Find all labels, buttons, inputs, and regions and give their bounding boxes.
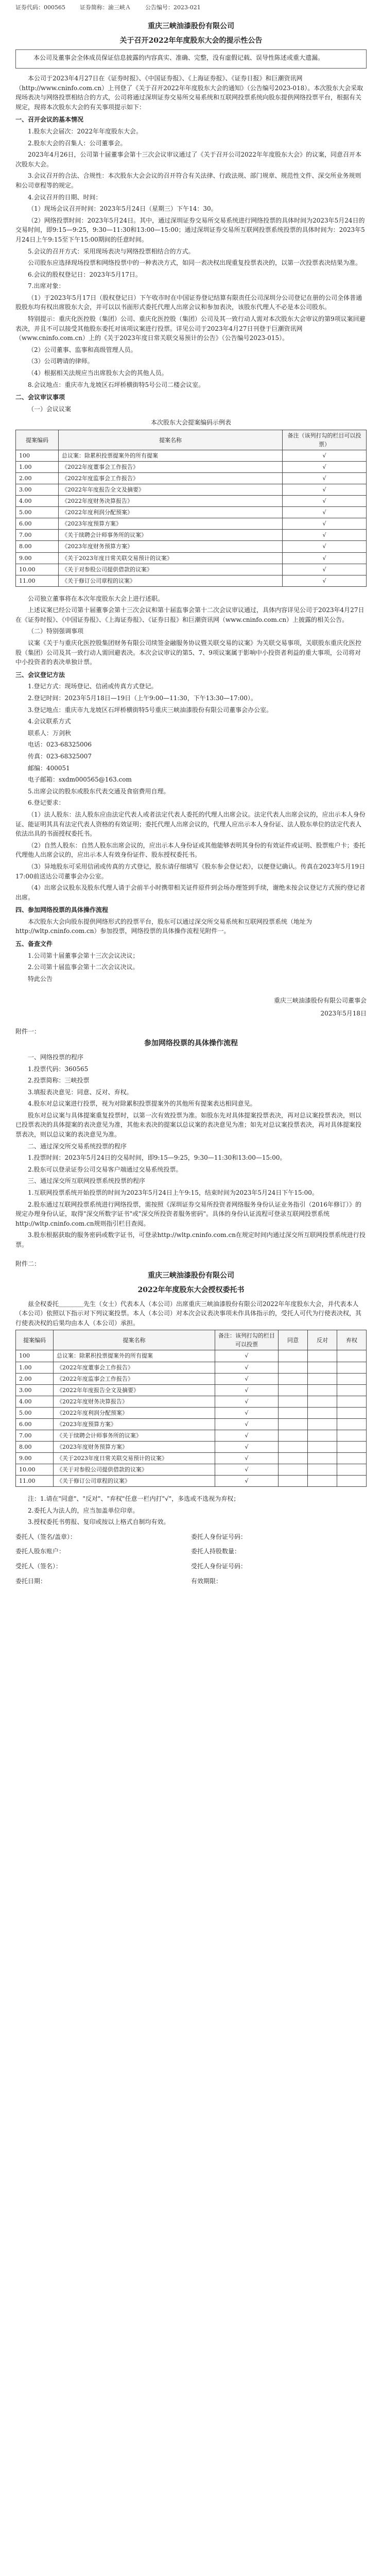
vote-abstain-cell <box>337 1373 367 1384</box>
proposal-name: 《关于2023年度日常关联交易预计的议案》 <box>59 552 283 564</box>
vote-agree-cell <box>279 1350 308 1362</box>
paragraph: 3.会议召开的合法、合规性：本次股东大会会议的召开符合有关法律、行政法规、部门规章、规范性文件、深交所业务规则和公司章程等的规定。 <box>15 172 361 189</box>
column-header: 备注：该列打勾的栏目可以投票 <box>215 1330 279 1350</box>
proposal-name: 《2023年度预算方案》 <box>54 1418 215 1430</box>
board-statement: 本公司及董事会全体成员保证信息披露的内容真实、准确、完整，没有虚假记载、误导性陈述或重大遗漏。 <box>33 54 324 62</box>
paragraph: 公司独立董事将在本次年度股东大会上进行述职。 <box>28 595 164 602</box>
proposal-code: 9.00 <box>16 1452 54 1464</box>
subsection-heading: （二）特别强调事项 <box>28 628 84 635</box>
intro-paragraph: 本公司于2023年4月27日在《证券时报》、《中国证券报》、《上海证券报》、《证券日报》和巨潮资讯网（http://www.cninfo.com.cn）上刊登了《关于召开2022年年度股东大会的通知》（公告编号2023-018）。本次股东大会采取现场表决与网络投票相结合的方式，公司将通过深圳证券交易所交易系统和互联网投票系统向股东提供网络投票平台，根据有关规定，现将本次股东大会的有关事项提示如下： <box>15 75 363 111</box>
vote-oppose-cell <box>308 1362 337 1373</box>
vote-abstain-cell <box>337 1384 367 1396</box>
table-row <box>16 507 367 518</box>
proposal-code: 1.00 <box>16 1362 54 1373</box>
vote-agree-cell <box>279 1362 308 1373</box>
subsection-heading: （一）会议议案 <box>28 405 72 413</box>
paragraph: 一、网络投票的程序 <box>28 1053 84 1061</box>
vote-mark: √ <box>283 575 367 586</box>
proposal-name: 《2023年度财务预算方案》 <box>59 541 283 552</box>
vote-agree-cell <box>279 1452 308 1464</box>
vote-mark: √ <box>283 462 367 473</box>
proposal-name: 《2022年度利润分配预案》 <box>54 1407 215 1418</box>
proposal-code: 6.00 <box>16 518 59 530</box>
paragraph: 4.会议联系方式 <box>28 718 71 725</box>
vote-mark: √ <box>215 1373 279 1384</box>
section-3-items <box>15 682 367 902</box>
table-row <box>16 1407 367 1418</box>
column-header: 提案名称 <box>54 1330 215 1350</box>
paragraph: （2）自然人股东：自然人股东出席会议的，应出示本人身份证或其他能够表明其身份的有效证件或证明、股票账户卡；委托代理他人出席会议的，应出示本人有效身份证件、股东授权委托书。 <box>15 841 366 859</box>
vote-mark: √ <box>283 496 367 507</box>
proposal-code: 7.00 <box>16 530 59 541</box>
column-header: 同意 <box>279 1330 308 1350</box>
vote-agree-cell <box>279 1464 308 1475</box>
vote-mark: √ <box>215 1362 279 1373</box>
vote-mark: √ <box>215 1384 279 1396</box>
vote-mark: √ <box>283 541 367 552</box>
closing-text: 特此公告 <box>28 975 53 982</box>
vote-abstain-cell <box>337 1452 367 1464</box>
proposal-code: 100 <box>16 450 59 462</box>
vote-abstain-cell <box>337 1362 367 1373</box>
vote-mark: √ <box>215 1396 279 1407</box>
stock-code: 证券代码：000565 <box>15 4 65 11</box>
attachment-title: 2022年年度股东大会授权委托书 <box>137 1285 245 1294</box>
signature-field: 委托人持股数量： <box>191 1548 241 1555</box>
vote-oppose-cell <box>308 1430 337 1441</box>
proposal-name: 《关于对参股公司提供借款的议案》 <box>59 564 283 575</box>
proposal-code: 2.00 <box>16 1373 54 1384</box>
paragraph: （1）于2023年5月17日（股权登记日）下午收市时在中国证券登记结算有限责任公司深圳分公司登记在册的公司全体普通股股东均有权出席股东大会，并可以以书面形式委托代理人出席会议和参加表决，该股东代理人不必是本公司股东。 <box>15 294 362 311</box>
paragraph: 邮编：400051 <box>28 764 70 772</box>
proposal-name: 《2022年度监事会工作报告》 <box>54 1373 215 1384</box>
paragraph: （2）网络投票时间：2023年5月24日。其中，通过深圳证券交易所交易系统进行网络投票的具体时间为2023年5月24日的交易时间，即9:15—9:25，9:30—11:30和13:00—15:00；通过深圳证券交易所互联网投票系统投票的具体时间为：2023年5月24日上午9:15至下午15:00期间的任意时间。 <box>15 216 365 243</box>
table-row <box>16 1464 367 1475</box>
table-row <box>16 1475 367 1486</box>
table-row <box>16 496 367 507</box>
board-statement-box <box>15 49 367 69</box>
vote-mark: √ <box>283 450 367 462</box>
proxy-intro: 兹全权委托＿＿＿＿先生（女士）代表本人（本公司）出席重庆三峡油漆股份有限公司2022年年度股东大会，并代表本人（本公司）依照以下指示对下列议案投票。本人（本公司）对本次会议表决事项未作具体指示的，受托人可代为行使表决权，其行使表决权的后果均由本人（本公司）承担。 <box>15 1300 362 1327</box>
table-row <box>16 473 367 484</box>
vote-mark: √ <box>283 518 367 530</box>
paragraph: 8.会议地点：重庆市九龙坡区石坪桥横街特5号公司二楼会议室。 <box>28 381 205 388</box>
vote-oppose-cell <box>308 1441 337 1452</box>
proposal-code: 100 <box>16 1350 54 1362</box>
paragraph: 4.股东对总议案进行投票，视为对除累积投票提案外的其他所有提案表达相同意见。 <box>28 1100 256 1108</box>
proposal-name: 《2022年年度报告全文及摘要》 <box>59 484 283 496</box>
paragraph: 2.投票简称：三峡投票 <box>28 1077 90 1084</box>
vote-mark: √ <box>215 1350 279 1362</box>
column-header: 备注（该列打勾的栏目可以投票） <box>283 430 367 450</box>
vote-mark: √ <box>215 1407 279 1418</box>
table-row <box>16 1441 367 1452</box>
proposal-name: 《2022年度监事会工作报告》 <box>59 473 283 484</box>
table-row <box>16 575 367 586</box>
paragraph: 联系人：万剑秋 <box>28 729 72 737</box>
table-row <box>16 1430 367 1441</box>
paragraph: 公司股东应选择现场投票和网络投票中的一种表决方式，如同一表决权出现重复投票表决的，以第一次投票表决结果为准。 <box>28 259 362 267</box>
vote-oppose-cell <box>308 1373 337 1384</box>
proposal-code: 8.00 <box>16 1441 54 1452</box>
vote-oppose-cell <box>308 1396 337 1407</box>
vote-oppose-cell <box>308 1475 337 1486</box>
attachment-title: 参加网络投票的具体操作流程 <box>144 1039 238 1048</box>
table-row <box>16 1452 367 1464</box>
announcement-header <box>15 0 367 12</box>
paragraph: 6.登记要求： <box>28 799 65 807</box>
proposal-code: 5.00 <box>16 1407 54 1418</box>
company-name: 重庆三峡油漆股份有限公司 <box>148 22 234 31</box>
proposal-name: 总议案：除累积投票提案外的所有提案 <box>54 1350 215 1362</box>
table-row <box>16 1373 367 1384</box>
attachment-1-items <box>15 1053 367 1250</box>
proposal-code: 3.00 <box>16 484 59 496</box>
section-4-text: 本次股东大会向股东提供网络形式的投票平台，股东可以通过深交所交易系统和互联网投票系统（地址为http://wltp.cninfo.com.cn）参加投票，网络投票的具体操作流程见附件一。 <box>15 918 312 935</box>
proposal-name: 《2023年度财务预算方案》 <box>54 1441 215 1452</box>
paragraph: 2.登记时间：2023年5月18日—19日（上午9:00—11:30，下午13:30—17:00）。 <box>28 694 257 702</box>
paragraph: 7.出席对象： <box>28 282 65 290</box>
proposal-code: 11.00 <box>16 1475 54 1486</box>
paragraph: 1.投票时间：2023年5月24日的交易时间，即9:15—9:25，9:30—11:30和13:00—15:00。 <box>28 1154 286 1162</box>
paragraph: 5.出席会议的股东或股东代表交通及食宿费用自理。 <box>28 787 170 795</box>
proposal-code: 11.00 <box>16 575 59 586</box>
table-row <box>16 552 367 564</box>
paragraph: 上述议案已经公司第十届董事会第十三次会议和第十届监事会第十二次会议审议通过，具体内容详见公司于2023年4月27日在《证券时报》、《中国证券报》、《上海证券报》、《证券日报》和巨潮资讯网（www.cninfo.com.cn）上披露的相关公告。 <box>15 606 364 623</box>
paragraph: 1.互联网投票系统开始投票的时间为2023年5月24日上午9:15，结束时间为2023年5月24日下午15:00。 <box>28 1189 318 1197</box>
table-header-row <box>16 1330 367 1350</box>
paragraph: 2023年4月26日，公司第十届董事会第十三次会议审议通过了《关于召开公司2022年年度股东大会》的议案，同意召开本次股东大会。 <box>15 151 361 168</box>
vote-mark: √ <box>283 484 367 496</box>
signature-field: 受托人身份证号码： <box>191 1562 247 1570</box>
signature-field: 委托人（签名/盖章）： <box>15 1533 77 1540</box>
table-header-row <box>16 430 367 450</box>
paragraph: （4）根据相关法规应当出席股东大会的其他人员。 <box>28 369 168 377</box>
signature-field-row <box>15 1547 367 1556</box>
paragraph: 3.股东根据获取的服务密码或数字证书，可登录http://wltp.cninfo.com.cn在规定时间内通过深交所互联网投票系统进行投票。 <box>15 1231 366 1249</box>
vote-mark: √ <box>283 530 367 541</box>
vote-abstain-cell <box>337 1396 367 1407</box>
proposal-name: 《2022年度董事会工作报告》 <box>54 1362 215 1373</box>
vote-mark: √ <box>215 1430 279 1441</box>
vote-mark: √ <box>283 507 367 518</box>
paragraph: 电子邮箱：sxdm000565@163.com <box>28 776 132 784</box>
table-row <box>16 1362 367 1373</box>
section-heading: 四、参加网络投票的具体操作流程 <box>15 906 109 914</box>
proposal-name: 总议案：除累积投票提案外的所有提案 <box>59 450 283 462</box>
attachment-company: 重庆三峡油漆股份有限公司 <box>148 1272 234 1280</box>
paragraph: 电话：023-68325006 <box>28 741 92 749</box>
section-5-items <box>15 951 367 972</box>
proposal-table <box>15 430 367 587</box>
announcement-title: 关于召开2022年年度股东大会的提示性公告 <box>119 36 263 45</box>
paragraph: 3.登记地点：重庆市九龙坡区石坪桥横街特5号重庆三峡油漆股份有限公司董事会办公室。 <box>28 706 273 714</box>
document-page <box>15 0 367 2576</box>
note: 3.授权委托书剪报、复印或按以上格式自制均有效。 <box>28 1518 170 1526</box>
paragraph: 1.登记方式：现场登记、信函或传真方式登记。 <box>28 683 158 690</box>
proposal-code: 2.00 <box>16 473 59 484</box>
proposal-name: 《2022年度利润分配预案》 <box>59 507 283 518</box>
proposal-name: 《关于2023年度日常关联交易预计的议案》 <box>54 1452 215 1464</box>
proposal-code: 5.00 <box>16 507 59 518</box>
table-row <box>16 1350 367 1362</box>
note: 2.委托人为法人的，应当加盖单位印章。 <box>28 1506 139 1514</box>
proposal-code: 8.00 <box>16 541 59 552</box>
proxy-fields <box>15 1532 367 1586</box>
proposal-name: 《关于修订公司章程的议案》 <box>59 575 283 586</box>
table-row <box>16 541 367 552</box>
section-heading: 一、召开会议的基本情况 <box>15 116 84 124</box>
signature-field-row <box>15 1577 367 1586</box>
table-row <box>16 1396 367 1407</box>
section-heading: 二、会议审议事项 <box>15 394 65 401</box>
paragraph: （4）出席会议股东及股东代理人请于会前半小时携带相关证件原件到会场办理签到手续，谢绝未按会议登记方式预约登记者出席。 <box>15 884 366 901</box>
column-header: 提案名称 <box>59 430 283 450</box>
proposal-name: 《关于对参股公司提供借款的议案》 <box>54 1464 215 1475</box>
vote-mark: √ <box>215 1452 279 1464</box>
stock-abbr: 证券简称：渝三峡Ａ <box>80 4 131 11</box>
paragraph: 4.会议召开的日期、时间： <box>28 193 102 201</box>
signature-field: 委托人股东账户： <box>15 1548 65 1555</box>
proposal-name: 《2022年度董事会工作报告》 <box>59 462 283 473</box>
table-row <box>16 462 367 473</box>
note: 注：1.请在"同意"、"反对"、"弃权"任意一栏内打"√"，多选或不选视为弃权； <box>28 1495 240 1503</box>
proposal-code: 7.00 <box>16 1430 54 1441</box>
paragraph: 传真：023-68325007 <box>28 752 92 760</box>
vote-oppose-cell <box>308 1350 337 1362</box>
signature-field: 有效期限： <box>191 1577 222 1585</box>
paragraph: 3.填报表决意见：同意、反对、弃权。 <box>28 1088 133 1096</box>
signature-field-row <box>15 1532 367 1542</box>
paragraph: 1.公司第十届董事会第十三次会议决议； <box>28 952 139 959</box>
table-caption: 本次股东大会提案编码示例表 <box>150 419 231 427</box>
proposal-code: 4.00 <box>16 1396 54 1407</box>
vote-abstain-cell <box>337 1430 367 1441</box>
paragraph: 特别提示：重庆化医控股（集团）公司、重庆化医控股（集团）公司及其一致行动人需对本次股东大会审议的第9项议案回避表决，并且不可以接受其他股东委托对该项议案进行投票。详见公司于2023年4月27日刊登于巨潮资讯网（www.cninfo.com.cn）上的《关于2023年度日常关联交易预计的公告》（公告编号2023-015）。 <box>15 315 366 342</box>
paragraph: 6.会议的股权登记日：2023年5月17日。 <box>28 270 142 278</box>
vote-agree-cell <box>279 1407 308 1418</box>
special-note: 议案《关于与重庆化医控股集团财务有限公司续签金融服务协议暨关联交易的议案》为关联交易事项，关联股东重庆化医控股（集团）公司及其一致行动人需回避表决。本次会议审议的第5、7、9项议案属于影响中小投资者利益的重大事项，公司将对中小投资者的表决单独计票。 <box>15 639 362 666</box>
paragraph: 1.股东大会届次：2022年年度股东大会。 <box>28 127 142 135</box>
vote-oppose-cell <box>308 1464 337 1475</box>
paragraph: （1）法人股东：法人股东应由法定代表人或者法定代表人委托的代理人出席会议。法定代表人出席会议的，应出示本人身份证、能证明其具有法定代表人资格的有效证明；委托代理人出席会议的，代理人应出示本人身份证、法人股东单位的法定代表人依法出具的书面授权委托书。 <box>15 810 366 838</box>
vote-mark: √ <box>283 473 367 484</box>
vote-agree-cell <box>279 1418 308 1430</box>
table-row <box>16 518 367 530</box>
announcement-number: 公告编号：2023-021 <box>145 4 201 11</box>
paragraph: 5.会议的召开方式：采用现场表决与网络投票相结合的方式。 <box>28 247 195 255</box>
section-heading: 三、会议登记方法 <box>15 671 65 679</box>
vote-mark: √ <box>215 1475 279 1486</box>
paragraph: 2.股东大会的召集人：公司董事会。 <box>28 139 127 147</box>
signature-field-row <box>15 1562 367 1571</box>
column-header: 提案编码 <box>16 430 59 450</box>
table-row <box>16 564 367 575</box>
proposal-name: 《关于续聘会计师事务所的议案》 <box>59 530 283 541</box>
vote-abstain-cell <box>337 1464 367 1475</box>
proposal-code: 1.00 <box>16 462 59 473</box>
attachment-label: 附件一： <box>15 1027 41 1035</box>
table-row <box>16 530 367 541</box>
vote-oppose-cell <box>308 1407 337 1418</box>
proposal-name: 《2023年度预算方案》 <box>59 518 283 530</box>
vote-mark: √ <box>215 1418 279 1430</box>
vote-mark: √ <box>215 1441 279 1452</box>
table-row <box>16 450 367 462</box>
vote-abstain-cell <box>337 1407 367 1418</box>
paragraph: （3）异地股东可采用信函或传真的方式登记，股东请仔细填写《股东参会登记表》，以便登记确认。传真在2023年5月19日17:00前送达公司董事会办公室。 <box>15 862 366 880</box>
paragraph: 股东对总议案与具体提案重复投票时，以第一次有效投票为准。如股东先对具体提案投票表决，再对总议案投票表决，则以已投票表决的具体提案的表决意见为准，其他未表决的提案以总议案的表决意见为准；如先对总议案投票表决，再对具体提案投票表决，则以总议案的表决意见为准。 <box>15 1111 362 1139</box>
proposal-code: 3.00 <box>16 1384 54 1396</box>
column-header: 弃权 <box>337 1330 367 1350</box>
vote-agree-cell <box>279 1441 308 1452</box>
section-heading: 五、备查文件 <box>15 940 53 948</box>
vote-agree-cell <box>279 1396 308 1407</box>
paragraph: 2.股东可以登录证券公司交易客户端通过交易系统投票。 <box>28 1165 182 1173</box>
vote-mark: √ <box>283 552 367 564</box>
vote-agree-cell <box>279 1384 308 1396</box>
proposal-code: 9.00 <box>16 552 59 564</box>
table-row <box>16 1418 367 1430</box>
vote-agree-cell <box>279 1430 308 1441</box>
proposal-code: 4.00 <box>16 496 59 507</box>
vote-abstain-cell <box>337 1418 367 1430</box>
column-header: 提案编码 <box>16 1330 54 1350</box>
vote-oppose-cell <box>308 1384 337 1396</box>
table-row <box>16 484 367 496</box>
proposal-code: 6.00 <box>16 1418 54 1430</box>
paragraph: 2.公司第十届监事会第十二次会议决议。 <box>28 963 139 971</box>
proxy-vote-table <box>15 1330 367 1487</box>
proxy-notes <box>15 1494 367 1527</box>
paragraph: 2.股东通过互联网投票系统进行网络投票，需按照《深圳证券交易所投资者网络服务身份认证业务指引（2016年修订）》的规定办理身份认证，取得"深交所数字证书"或"深交所投资者服务密码"。具体的身份认证流程可登录互联网投票系统http://wltp.cninfo.com.cn规则指引栏目查阅。 <box>15 1200 361 1227</box>
proposal-name: 《关于修订公司章程的议案》 <box>54 1475 215 1486</box>
proposal-code: 10.00 <box>16 564 59 575</box>
paragraph: 三、通过深交所互联网投票系统投票的程序 <box>28 1177 146 1185</box>
proposal-code: 10.00 <box>16 1464 54 1475</box>
signature-org: 重庆三峡油漆股份有限公司董事会 <box>273 997 367 1005</box>
proposal-name: 《2022年年度报告全文及摘要》 <box>54 1384 215 1396</box>
paragraph: （1）现场会议召开时间：2023年5月24日（星期三）下午14：30。 <box>28 205 217 213</box>
vote-mark: √ <box>215 1464 279 1475</box>
vote-agree-cell <box>279 1373 308 1384</box>
vote-abstain-cell <box>337 1441 367 1452</box>
paragraph: 1.投票代码：360565 <box>28 1065 89 1073</box>
proposal-name: 《2022年度财务决算报告》 <box>59 496 283 507</box>
vote-agree-cell <box>279 1475 308 1486</box>
signature-date: 2023年5月18日 <box>320 1010 367 1018</box>
section-1-items <box>15 127 367 389</box>
signature-field: 委托人身份证号码： <box>191 1533 247 1540</box>
vote-abstain-cell <box>337 1350 367 1362</box>
column-header: 反对 <box>308 1330 337 1350</box>
attachment-label: 附件二： <box>15 1260 41 1267</box>
vote-abstain-cell <box>337 1475 367 1486</box>
proposal-name: 《关于续聘会计师事务所的议案》 <box>54 1430 215 1441</box>
signature-field: 受托人（签名）： <box>15 1562 62 1570</box>
section-2-notes <box>15 594 367 625</box>
paragraph: （3）公司聘请的律师。 <box>28 358 94 365</box>
vote-oppose-cell <box>308 1418 337 1430</box>
signature-field: 委托日期： <box>15 1577 47 1585</box>
vote-oppose-cell <box>308 1452 337 1464</box>
vote-mark: √ <box>283 564 367 575</box>
table-row <box>16 1384 367 1396</box>
paragraph: 二、通过深交所交易系统投票的程序 <box>28 1142 127 1150</box>
paragraph: （2）公司董事、监事和高级管理人员。 <box>28 346 137 353</box>
proposal-name: 《2022年度财务决算报告》 <box>54 1396 215 1407</box>
